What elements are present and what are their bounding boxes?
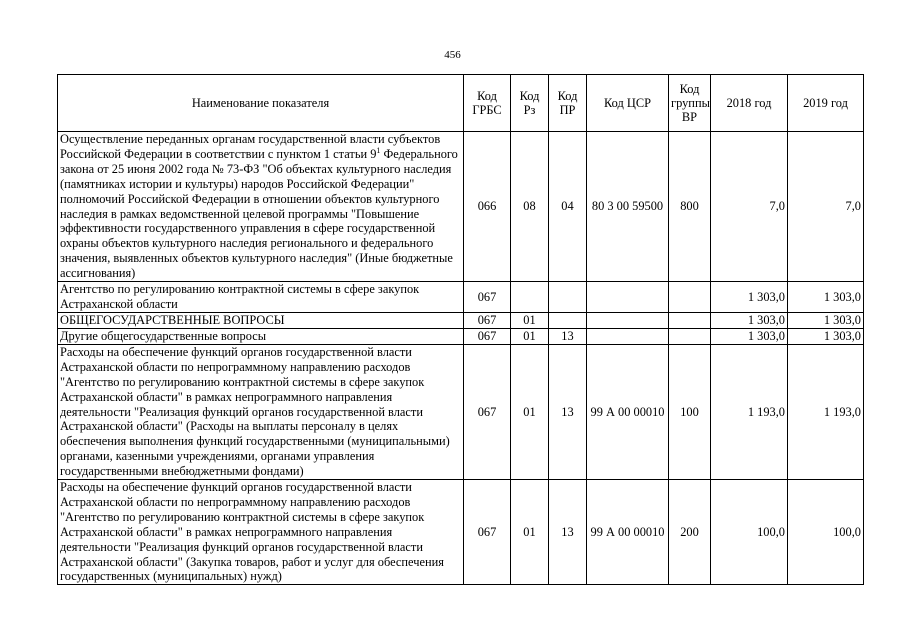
cell-2019: 1 303,0 (788, 328, 864, 344)
row-name: Расходы на обеспечение функций органов государственной власти Астраханской области по непрограммному направлению расходов "Агентство по регулированию контрактной системы в сфере закупок Астраханской области" в рамках непрограммного направления деятельности "Реализация функций органов государственной власти Астраханской области" (Закупка товаров, работ и услуг для обеспечения государственных (муниципальных) нужд) (58, 480, 464, 585)
table-row (58, 312, 864, 328)
cell-vr: 100 (669, 344, 711, 479)
cell-csr: 99 А 00 00010 (587, 344, 669, 479)
row-name-part: Осуществление переданных органам государственной власти субъектов Российской Федерации в соответствии с пунктом 1 статьи 9 (60, 132, 444, 161)
cell-vr: 200 (669, 480, 711, 585)
superscript: 1 (376, 145, 381, 155)
table-row (58, 328, 864, 344)
cell-2018: 1 303,0 (711, 312, 788, 328)
cell-pr: 13 (549, 480, 587, 585)
cell-2019: 7,0 (788, 132, 864, 282)
cell-grbs: 067 (464, 312, 511, 328)
cell-grbs: 067 (464, 328, 511, 344)
cell-grbs: 067 (464, 480, 511, 585)
cell-vr (669, 312, 711, 328)
table-row (58, 132, 864, 282)
cell-2018: 1 303,0 (711, 328, 788, 344)
cell-grbs: 066 (464, 132, 511, 282)
header-rz: Код Рз (511, 75, 549, 132)
cell-vr: 800 (669, 132, 711, 282)
cell-2019: 1 303,0 (788, 312, 864, 328)
cell-csr (587, 328, 669, 344)
cell-2018: 1 193,0 (711, 344, 788, 479)
cell-pr: 13 (549, 344, 587, 479)
budget-table (57, 74, 864, 585)
cell-rz: 01 (511, 480, 549, 585)
cell-pr (549, 312, 587, 328)
cell-vr (669, 328, 711, 344)
row-name: Расходы на обеспечение функций органов государственной власти Астраханской области по непрограммному направлению расходов "Агентство по регулированию контрактной системы в сфере закупок Астраханской области" в рамках непрограммного направления деятельности "Реализация функций органов государственной власти Астраханской области" (Расходы на выплаты персоналу в целях обеспечения выполнения функций государственными (муниципальными) органами, казенными учреждениями, органами управления государственными внебюджетными фондами) (58, 344, 464, 479)
row-name: Агентство по регулированию контрактной системы в сфере закупок Астраханской области (58, 282, 464, 313)
cell-2018: 7,0 (711, 132, 788, 282)
cell-csr (587, 312, 669, 328)
cell-csr: 80 3 00 59500 (587, 132, 669, 282)
cell-rz: 08 (511, 132, 549, 282)
cell-rz (511, 282, 549, 313)
table-row (58, 282, 864, 313)
cell-rz: 01 (511, 344, 549, 479)
header-vr: Код группы ВР (669, 75, 711, 132)
row-name-part: Федерального закона от 25 июня 2002 года № 73-ФЗ "Об объектах культурного наследия (памятниках истории и культуры) народов Российской Федерации" полномочий Российской Федерации в отношении объектов культурного наследия в рамках ведомственной целевой программы "Повышение эффективности государственного управления в сфере государственной охраны объектов культурного наследия регионального и федерального значения, выявленных объектов культурного наследия" (Иные бюджетные ассигнования) (60, 146, 461, 281)
header-grbs: Код ГРБС (464, 75, 511, 132)
cell-csr (587, 282, 669, 313)
cell-vr (669, 282, 711, 313)
cell-pr (549, 282, 587, 313)
row-name: Другие общегосударственные вопросы (58, 328, 464, 344)
header-name: Наименование показателя (58, 75, 464, 132)
cell-2018: 1 303,0 (711, 282, 788, 313)
cell-pr: 04 (549, 132, 587, 282)
page-number: 456 (444, 49, 461, 61)
cell-2019: 1 303,0 (788, 282, 864, 313)
cell-grbs: 067 (464, 282, 511, 313)
cell-2018: 100,0 (711, 480, 788, 585)
cell-2019: 100,0 (788, 480, 864, 585)
table-row (58, 480, 864, 585)
header-csr: Код ЦСР (587, 75, 669, 132)
header-pr: Код ПР (549, 75, 587, 132)
cell-pr: 13 (549, 328, 587, 344)
row-name: ОБЩЕГОСУДАРСТВЕННЫЕ ВОПРОСЫ (58, 312, 464, 328)
header-2018: 2018 год (711, 75, 788, 132)
cell-2019: 1 193,0 (788, 344, 864, 479)
cell-csr: 99 А 00 00010 (587, 480, 669, 585)
cell-rz: 01 (511, 328, 549, 344)
table-row (58, 344, 864, 479)
cell-grbs: 067 (464, 344, 511, 479)
header-2019: 2019 год (788, 75, 864, 132)
header-row (58, 75, 864, 132)
row-name (58, 132, 464, 282)
cell-rz: 01 (511, 312, 549, 328)
